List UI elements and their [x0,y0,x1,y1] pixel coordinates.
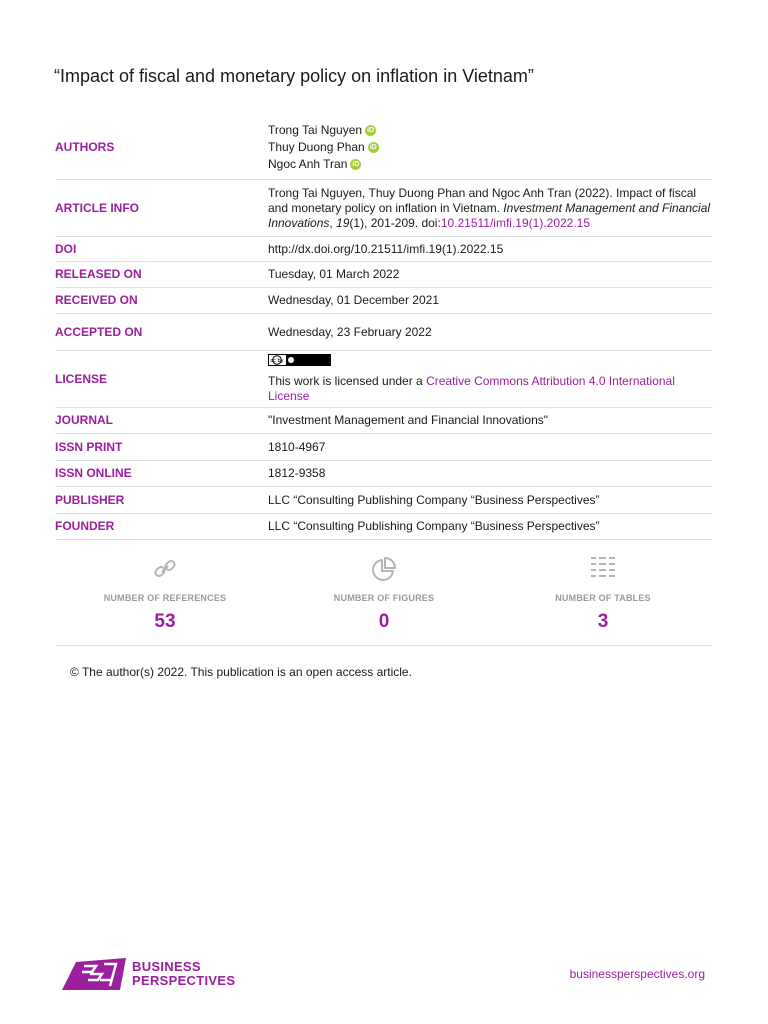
row-issn-print [55,434,713,461]
journal-value: "Investment Management and Financial Innovations" [268,413,549,427]
author-item [268,123,713,138]
row-founder [55,514,713,540]
license-text: This work is licensed under a [268,374,427,388]
received-on-value: Wednesday, 01 December 2021 [268,293,439,307]
logo-text [132,960,235,988]
license-value [268,354,713,404]
authors-label: AUTHORS [55,139,115,154]
citation-journal: Investment Management and Financial Innovations [268,200,711,230]
citation-pages: (1), 201-209. doi: [349,215,441,230]
issn-print-value: 1810-4967 [268,439,326,454]
accepted-on-value: Wednesday, 23 February 2022 [268,324,432,339]
figures-count: 0 [378,611,390,632]
citation-volume: 19 [336,215,350,230]
pie-chart-icon [294,555,474,583]
author-name[interactable]: Ngoc Anh Tran [268,156,348,171]
issn-online-value: 1812-9358 [268,466,326,480]
row-accepted-on [55,314,713,351]
cc-badge-text: cc by [270,358,284,364]
footer-website-link[interactable]: businessperspectives.org [569,967,705,981]
author-item [268,140,713,155]
row-authors [55,115,713,180]
author-name[interactable]: Thuy Duong Phan [268,139,365,154]
row-doi [55,237,713,262]
stat-tables [513,555,693,633]
journal-label: JOURNAL [55,413,114,427]
received-on-label: RECEIVED ON [55,293,138,307]
article-title: “Impact of fiscal and monetary policy on inflation in Vietnam” [54,66,534,86]
citation-text: Trong Tai Nguyen, Thuy Duong Phan and Ngoc Anh Tran (2022). Impact of fiscal and monetary policy on inflation in Vietnam. [268,185,697,215]
references-label: NUMBER OF REFERENCES [103,593,227,603]
business-perspectives-logo[interactable] [62,956,235,992]
stat-references [75,555,255,633]
author-item [268,157,713,172]
cc-by-license-icon[interactable] [268,354,331,366]
article-info-citation [268,186,713,231]
tables-label: NUMBER OF TABLES [555,593,651,603]
license-label: LICENSE [55,371,108,386]
accepted-on-label: ACCEPTED ON [55,324,143,339]
doi-label: DOI [55,241,77,256]
citation-separator: , [329,215,337,230]
article-metadata [55,115,713,540]
article-info-label: ARTICLE INFO [55,200,139,215]
tables-count: 3 [597,611,609,632]
stats-panel [55,555,713,646]
stat-figures [294,555,474,633]
doi-value[interactable]: http://dx.doi.org/10.21511/imfi.19(1).2022.15 [268,241,504,256]
table-icon [513,555,693,583]
founder-value: LLC “Consulting Publishing Company “Business Perspectives” [268,519,600,533]
logo-mark-icon [62,956,126,992]
row-article-info [55,180,713,237]
logo-line-1: BUSINESS [132,959,201,974]
issn-online-label: ISSN ONLINE [55,466,132,480]
released-on-value: Tuesday, 01 March 2022 [268,267,400,281]
issn-print-label: ISSN PRINT [55,439,123,454]
row-publisher [55,487,713,514]
references-count: 53 [154,611,176,632]
founder-label: FOUNDER [55,519,115,533]
copyright-notice: © The author(s) 2022. This publication is an open access article. [70,665,412,679]
row-issn-online [55,461,713,487]
released-on-label: RELEASED ON [55,267,142,281]
author-name[interactable]: Trong Tai Nguyen [268,122,363,137]
authors-list [268,121,713,174]
figures-label: NUMBER OF FIGURES [333,593,435,603]
logo-line-2: PERSPECTIVES [132,973,236,988]
row-license [55,351,713,408]
orcid-icon[interactable]: iD [352,160,360,168]
orcid-icon[interactable]: iD [367,126,375,134]
link-icon [75,555,255,583]
citation-doi-link[interactable]: 10.21511/imfi.19(1).2022.15 [440,215,591,230]
publisher-value: LLC “Consulting Publishing Company “Business Perspectives” [268,492,600,507]
row-journal [55,408,713,434]
row-received-on [55,288,713,314]
row-released-on [55,262,713,288]
publisher-label: PUBLISHER [55,492,125,507]
orcid-icon[interactable]: iD [369,143,377,151]
license-link[interactable]: Creative Commons Attribution 4.0 International License [268,374,675,403]
